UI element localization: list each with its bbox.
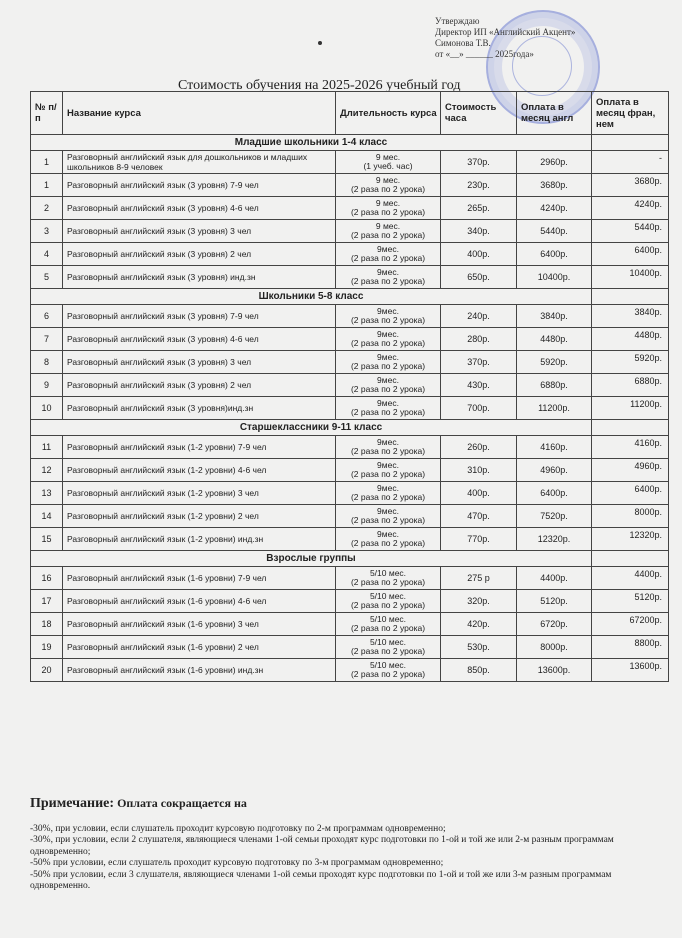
- duration-months: 9мес.: [377, 436, 399, 447]
- section-row: [31, 289, 669, 305]
- row-num: 13: [31, 482, 63, 505]
- monthly-pay-fr: 4480р.: [592, 328, 669, 351]
- monthly-pay-en: 10400р.: [517, 266, 592, 289]
- cost-per-hour: 530р.: [441, 636, 517, 659]
- cost-per-hour: 230р.: [441, 174, 517, 197]
- row-num: 20: [31, 659, 63, 682]
- row-num: 10: [31, 397, 63, 420]
- course-name: Разговорный английский язык (1-6 уровни) 3 чел: [63, 613, 336, 636]
- table-row: [31, 528, 669, 551]
- duration-schedule: (2 раза по 2 урока): [350, 184, 426, 194]
- row-num: 1: [31, 151, 63, 174]
- course-name: Разговорный английский язык (1-6 уровни) инд.зн: [63, 659, 336, 682]
- row-num: 15: [31, 528, 63, 551]
- course-duration: [336, 328, 441, 351]
- cost-per-hour: 650р.: [441, 266, 517, 289]
- note-head-text: Оплата сокращается на: [117, 796, 247, 810]
- course-name: Разговорный английский язык (1-2 уровни) инд.зн: [63, 528, 336, 551]
- row-num: 3: [31, 220, 63, 243]
- table-row: [31, 243, 669, 266]
- table-row: [31, 436, 669, 459]
- duration-schedule: (2 раза по 2 урока): [350, 384, 426, 394]
- table-row: [31, 374, 669, 397]
- cost-per-hour: 370р.: [441, 351, 517, 374]
- course-name: Разговорный английский язык (1-6 уровни) 7-9 чел: [63, 567, 336, 590]
- duration-months: 9мес.: [377, 243, 399, 254]
- course-name: Разговорный английский язык (1-2 уровни) 3 чел: [63, 482, 336, 505]
- monthly-pay-en: 6880р.: [517, 374, 592, 397]
- duration-schedule: (2 раза по 2 урока): [350, 538, 426, 548]
- table-row: [31, 351, 669, 374]
- section-title: Старшеклассники 9-11 класс: [31, 420, 592, 436]
- duration-schedule: (2 раза по 2 урока): [350, 407, 426, 417]
- course-duration: [336, 197, 441, 220]
- duration-months: 9мес.: [377, 505, 399, 516]
- cost-per-hour: 280р.: [441, 328, 517, 351]
- monthly-pay-en: 11200р.: [517, 397, 592, 420]
- duration-months: 9мес.: [377, 459, 399, 470]
- course-duration: [336, 459, 441, 482]
- course-duration: [336, 636, 441, 659]
- monthly-pay-en: 6400р.: [517, 482, 592, 505]
- monthly-pay-fr: 4960р.: [592, 459, 669, 482]
- monthly-pay-fr: 5120р.: [592, 590, 669, 613]
- monthly-pay-en: 2960р.: [517, 151, 592, 174]
- cost-per-hour: 320р.: [441, 590, 517, 613]
- monthly-pay-fr: 6400р.: [592, 243, 669, 266]
- monthly-pay-fr: -: [592, 151, 669, 174]
- monthly-pay-fr: 5920р.: [592, 351, 669, 374]
- course-name: Разговорный английский язык (3 уровня) 2 чел: [63, 243, 336, 266]
- duration-schedule: (2 раза по 2 урока): [350, 669, 426, 679]
- section-empty-cell: [592, 289, 669, 305]
- course-name: Разговорный английский язык (1-2 уровни) 4-6 чел: [63, 459, 336, 482]
- course-duration: [336, 436, 441, 459]
- duration-months: 9мес.: [377, 266, 399, 277]
- table-row: [31, 328, 669, 351]
- section-empty-cell: [592, 135, 669, 151]
- course-name: Разговорный английский язык (3 уровня) инд.зн: [63, 266, 336, 289]
- course-name: Разговорный английский язык (3 уровня) 2 чел: [63, 374, 336, 397]
- course-name: Разговорный английский язык (3 уровня) 7-9 чел: [63, 174, 336, 197]
- course-name: Разговорный английский язык (3 уровня) 3 чел: [63, 220, 336, 243]
- course-name: Разговорный английский язык (1-6 уровни) 4-6 чел: [63, 590, 336, 613]
- table-row: [31, 505, 669, 528]
- course-duration: [336, 351, 441, 374]
- course-duration: [336, 659, 441, 682]
- duration-schedule: (2 раза по 2 урока): [350, 600, 426, 610]
- table-row: [31, 397, 669, 420]
- header-pay-en: Оплата в месяц англ: [517, 92, 592, 135]
- duration-schedule: (2 раза по 2 урока): [350, 276, 426, 286]
- row-num: 1: [31, 174, 63, 197]
- monthly-pay-fr: 4400р.: [592, 567, 669, 590]
- cost-per-hour: 265р.: [441, 197, 517, 220]
- page-title: Стоимость обучения на 2025-2026 учебный год: [178, 78, 461, 93]
- duration-schedule: (2 раза по 2 урока): [350, 577, 426, 587]
- course-duration: [336, 397, 441, 420]
- duration-months: 9мес.: [377, 374, 399, 385]
- duration-months: 9мес.: [377, 351, 399, 362]
- note-item: -50% при условии, если слушатель проходит курсовую подготовку по 3-м программам одновременно;: [30, 858, 444, 868]
- table-row: [31, 590, 669, 613]
- section-row: [31, 420, 669, 436]
- cost-per-hour: 340р.: [441, 220, 517, 243]
- monthly-pay-fr: 6400р.: [592, 482, 669, 505]
- duration-schedule: (2 раза по 2 урока): [350, 469, 426, 479]
- note-heading: [30, 798, 670, 810]
- approval-line: Директор ИП «Английский Акцент»: [435, 27, 576, 37]
- course-duration: [336, 567, 441, 590]
- duration-schedule: (2 раза по 2 урока): [350, 230, 426, 240]
- note-lead: Примечание:: [30, 796, 115, 811]
- note-item: -50% при условии, если 3 слушателя, являющиеся членами 1-ой семьи проходят курс подготовки по 1-ой и той же или 3-м разным программам одновременно.: [30, 869, 612, 891]
- table-row: [31, 266, 669, 289]
- monthly-pay-en: 4480р.: [517, 328, 592, 351]
- section-title: Младшие школьники 1-4 класс: [31, 135, 592, 151]
- ink-dot: [318, 41, 322, 45]
- duration-months: 9мес.: [377, 482, 399, 493]
- approval-line: Утверждаю: [435, 16, 480, 26]
- price-table: [30, 91, 669, 682]
- table-row: [31, 482, 669, 505]
- approval-line: Симонова Т.В.: [435, 38, 491, 48]
- course-duration: [336, 151, 441, 174]
- duration-months: 9 мес.: [375, 174, 401, 185]
- cost-per-hour: 400р.: [441, 482, 517, 505]
- table-row: [31, 613, 669, 636]
- monthly-pay-fr: 4240р.: [592, 197, 669, 220]
- cost-per-hour: 400р.: [441, 243, 517, 266]
- monthly-pay-fr: 8000р.: [592, 505, 669, 528]
- approval-line: от «__» ______ 2025года»: [435, 49, 534, 59]
- row-num: 2: [31, 197, 63, 220]
- table-row: [31, 459, 669, 482]
- course-name: Разговорный английский язык (3 уровня) 3 чел: [63, 351, 336, 374]
- duration-months: 9 мес.: [375, 220, 401, 231]
- monthly-pay-en: 5440р.: [517, 220, 592, 243]
- monthly-pay-fr: 11200р.: [592, 397, 669, 420]
- cost-per-hour: 240р.: [441, 305, 517, 328]
- monthly-pay-en: 4240р.: [517, 197, 592, 220]
- monthly-pay-en: 6720р.: [517, 613, 592, 636]
- duration-schedule: (2 раза по 2 урока): [350, 446, 426, 456]
- note-item: -30%, при условии, если 2 слушателя, являющиеся членами 1-ой семьи проходят курс подготовки по 1-ой и той же или 2-м разным программам одновременно;: [30, 835, 614, 857]
- cost-per-hour: 310р.: [441, 459, 517, 482]
- note-item: -30%, при условии, если слушатель проходит курсовую подготовку по 2-м программам одновременно;: [30, 823, 446, 834]
- duration-months: 5/10 мес.: [369, 567, 407, 578]
- header-duration: Длительность курса: [336, 92, 441, 135]
- section-title: Взрослые группы: [31, 551, 592, 567]
- duration-schedule: (2 раза по 2 урока): [350, 315, 426, 325]
- table-row: [31, 659, 669, 682]
- monthly-pay-fr: 4160р.: [592, 436, 669, 459]
- duration-months: 9мес.: [377, 528, 399, 539]
- course-name: Разговорный английский язык (1-2 уровни) 2 чел: [63, 505, 336, 528]
- monthly-pay-en: 4160р.: [517, 436, 592, 459]
- row-num: 5: [31, 266, 63, 289]
- duration-schedule: (2 раза по 2 урока): [350, 361, 426, 371]
- duration-months: 9 мес.: [375, 197, 401, 208]
- table-row: [31, 567, 669, 590]
- duration-schedule: (2 раза по 2 урока): [350, 623, 426, 633]
- monthly-pay-fr: 5440р.: [592, 220, 669, 243]
- cost-per-hour: 430р.: [441, 374, 517, 397]
- cost-per-hour: 700р.: [441, 397, 517, 420]
- course-duration: [336, 482, 441, 505]
- duration-schedule: (2 раза по 2 урока): [350, 338, 426, 348]
- course-duration: [336, 528, 441, 551]
- duration-months: 5/10 мес.: [369, 613, 407, 624]
- section-title: Школьники 5-8 класс: [31, 289, 592, 305]
- monthly-pay-fr: 67200р.: [592, 613, 669, 636]
- monthly-pay-en: 6400р.: [517, 243, 592, 266]
- monthly-pay-fr: 6880р.: [592, 374, 669, 397]
- cost-per-hour: 850р.: [441, 659, 517, 682]
- duration-schedule: (2 раза по 2 урока): [350, 492, 426, 502]
- monthly-pay-fr: 8800р.: [592, 636, 669, 659]
- course-name: Разговорный английский язык (3 уровня) 4-6 чел: [63, 197, 336, 220]
- header-cost-hour: Стоимость часа: [441, 92, 517, 135]
- note-block: [30, 798, 670, 893]
- table-row: [31, 305, 669, 328]
- cost-per-hour: 260р.: [441, 436, 517, 459]
- monthly-pay-en: 4960р.: [517, 459, 592, 482]
- row-num: 9: [31, 374, 63, 397]
- course-name: Разговорный английский язык (3 уровня)инд.зн: [63, 397, 336, 420]
- cost-per-hour: 470р.: [441, 505, 517, 528]
- monthly-pay-en: 3840р.: [517, 305, 592, 328]
- duration-schedule: (2 раза по 2 урока): [350, 646, 426, 656]
- course-duration: [336, 613, 441, 636]
- monthly-pay-en: 8000р.: [517, 636, 592, 659]
- duration-months: 9мес.: [377, 397, 399, 408]
- cost-per-hour: 370р.: [441, 151, 517, 174]
- duration-months: 9 мес.: [375, 151, 401, 162]
- course-name: Разговорный английский язык (1-2 уровни) 7-9 чел: [63, 436, 336, 459]
- header-pay-fr: Оплата в месяц фран, нем: [592, 92, 669, 135]
- duration-months: 5/10 мес.: [369, 636, 407, 647]
- course-duration: [336, 374, 441, 397]
- course-duration: [336, 266, 441, 289]
- section-empty-cell: [592, 420, 669, 436]
- course-name: Разговорный английский язык для дошкольников и младших школьников 8-9 человек: [63, 151, 336, 174]
- cost-per-hour: 770р.: [441, 528, 517, 551]
- duration-months: 5/10 мес.: [369, 590, 407, 601]
- course-duration: [336, 590, 441, 613]
- approval-block: [435, 16, 675, 60]
- table-row: [31, 197, 669, 220]
- monthly-pay-en: 7520р.: [517, 505, 592, 528]
- monthly-pay-en: 4400р.: [517, 567, 592, 590]
- row-num: 4: [31, 243, 63, 266]
- monthly-pay-en: 12320р.: [517, 528, 592, 551]
- row-num: 7: [31, 328, 63, 351]
- section-empty-cell: [592, 551, 669, 567]
- monthly-pay-en: 3680р.: [517, 174, 592, 197]
- cost-per-hour: 420р.: [441, 613, 517, 636]
- monthly-pay-fr: 3840р.: [592, 305, 669, 328]
- table-row: [31, 220, 669, 243]
- course-duration: [336, 505, 441, 528]
- duration-months: 9мес.: [377, 328, 399, 339]
- monthly-pay-fr: 13600р.: [592, 659, 669, 682]
- course-duration: [336, 243, 441, 266]
- monthly-pay-en: 5120р.: [517, 590, 592, 613]
- monthly-pay-en: 13600р.: [517, 659, 592, 682]
- cost-per-hour: 275 р: [441, 567, 517, 590]
- table-row: [31, 174, 669, 197]
- course-name: Разговорный английский язык (1-6 уровни) 2 чел: [63, 636, 336, 659]
- section-row: [31, 551, 669, 567]
- row-num: 19: [31, 636, 63, 659]
- monthly-pay-fr: 3680р.: [592, 174, 669, 197]
- section-row: [31, 135, 669, 151]
- duration-schedule: (2 раза по 2 урока): [350, 515, 426, 525]
- monthly-pay-fr: 12320р.: [592, 528, 669, 551]
- table-row: [31, 636, 669, 659]
- monthly-pay-en: 5920р.: [517, 351, 592, 374]
- course-duration: [336, 305, 441, 328]
- row-num: 14: [31, 505, 63, 528]
- course-duration: [336, 220, 441, 243]
- table-header-row: [31, 92, 669, 135]
- row-num: 17: [31, 590, 63, 613]
- course-name: Разговорный английский язык (3 уровня) 4-6 чел: [63, 328, 336, 351]
- row-num: 16: [31, 567, 63, 590]
- duration-schedule: (1 учеб. час): [363, 161, 413, 171]
- row-num: 12: [31, 459, 63, 482]
- course-duration: [336, 174, 441, 197]
- duration-months: 5/10 мес.: [369, 659, 407, 670]
- header-num: № п/п: [31, 92, 63, 135]
- duration-schedule: (2 раза по 2 урока): [350, 253, 426, 263]
- row-num: 6: [31, 305, 63, 328]
- header-name: Название курса: [63, 92, 336, 135]
- row-num: 18: [31, 613, 63, 636]
- row-num: 8: [31, 351, 63, 374]
- duration-months: 9мес.: [377, 305, 399, 316]
- monthly-pay-fr: 10400р.: [592, 266, 669, 289]
- row-num: 11: [31, 436, 63, 459]
- table-row: [31, 151, 669, 174]
- duration-schedule: (2 раза по 2 урока): [350, 207, 426, 217]
- course-name: Разговорный английский язык (3 уровня) 7-9 чел: [63, 305, 336, 328]
